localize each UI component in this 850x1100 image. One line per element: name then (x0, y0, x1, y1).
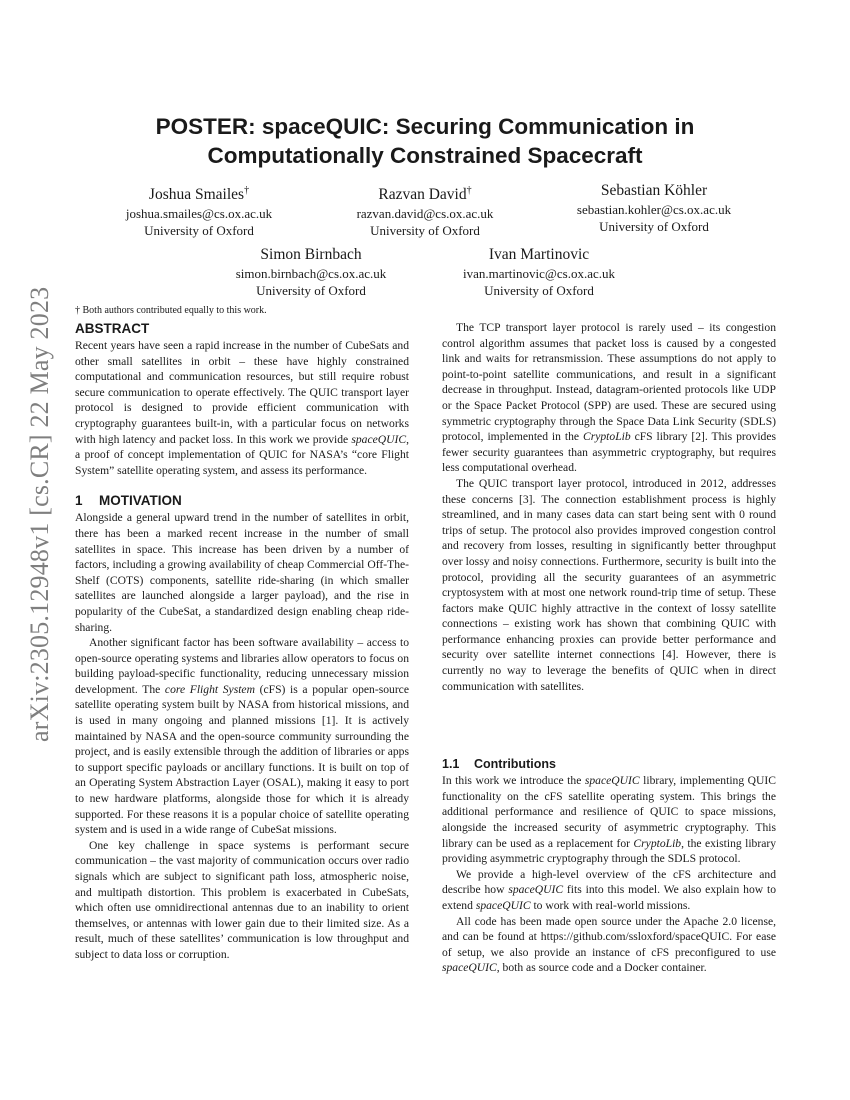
abstract-heading: ABSTRACT (75, 321, 150, 336)
author-block (305, 180, 545, 239)
body-paragraph: All code has been made open source under the Apache 2.0 license, and can be found at https://github.com/ssloxford/spaceQUIC. For ease of setup, we also provide an instance of cFS preconfigured to use spaceQUIC, both as source code and a Docker container. (442, 914, 776, 975)
body-paragraph: Another significant factor has been software availability – access to open-source operating systems and libraries allow operators to focus on building payload-specific functionality, reducing unnecessary mission development. The core Flight System (cFS) is a popular open-source satellite operating system built by NASA from historical missions, and is used in many ongoing and planned missions [1]. It is actively maintained by NASA and the open-source community surrounding the project, and is easily extensible through the addition of libraries or apps to support specific payloads or ancillary functions. It is built on top of an Operating System Abstraction Layer (OSAL), making it easy to port to new hardware platforms, alongside those for which it is already supported. For these reasons it is a popular choice of satellite operating system and is used in a wide range of CubeSat missions. (75, 636, 409, 837)
author-name: Sebastian Köhler (600, 182, 708, 199)
author-email: joshua.smailes@cs.ox.ac.uk (125, 206, 273, 222)
author-name: Joshua Smailes† (148, 185, 250, 204)
author-affiliation: University of Oxford (599, 219, 709, 234)
right-column (442, 320, 776, 976)
author-footnote: † Both authors contributed equally to this work. (75, 305, 267, 316)
author-email: razvan.david@cs.ox.ac.uk (356, 206, 494, 222)
author-name: Razvan David† (378, 185, 472, 204)
author-affiliation: University of Oxford (256, 283, 366, 298)
author-email: simon.birnbach@cs.ox.ac.uk (235, 266, 387, 281)
author-affiliation: University of Oxford (484, 283, 594, 298)
left-column (75, 320, 409, 963)
title-line-1: POSTER: spaceQUIC: Securing Communication in (155, 114, 695, 139)
author-email: ivan.martinovic@cs.ox.ac.uk (462, 266, 616, 281)
title-line-2: Computationally Constrained Spacecraft (207, 143, 643, 168)
section-heading-motivation: 1 MOTIVATION (75, 493, 182, 509)
author-email: sebastian.kohler@cs.ox.ac.uk (576, 202, 732, 217)
body-paragraph: The QUIC transport layer protocol, introduced in 2012, addresses these concerns [3]. The connection establishment process is highly streamlined, and in many cases data can start being sent with 0 round trips of setup. The protocol also provides improved congestion control and recovery from losses, resulting in significantly better throughput over lossy and noisy connections. Furthermore, security is built into the protocol, providing all the security guarantees of an asymmetric cryptosystem with at most one network round-trip time of setup. These factors make QUIC highly attractive in the context of lossy satellite connections – existing work has shown that combining QUIC with performance enhancing proxies can provide better performance and security over satellite internet connections [4]. However, there is currently no way to leverage the benefits of QUIC when in direct communication with satellites. (442, 476, 776, 693)
author-block (191, 244, 431, 299)
abstract-paragraph: Recent years have seen a rapid increase in the number of CubeSats and other small satellites in orbit – these have highly constrained computational and communication resources, but still require robust secure communication to operate effectively. The QUIC transport layer protocol is designed to provide efficient communication with cryptography guarantees built-in, with a particular focus on networks with high latency and packet loss. In this work we provide spaceQUIC, a proof of concept implementation of QUIC for NASA’s “core Flight System” satellite operating system, and assess its performance. (75, 339, 409, 477)
body-paragraph: One key challenge in space systems is performant secure communication – the vast majority of communication occurs over radio signals which are subject to significant path loss, atmospheric noise, and multipath distortion. This problem is exacerbated in CubeSats, which often use omnidirectional antennas due to an inability to orient themselves, or antennas with lower gain due to their limited size. As a result, much of these satellites’ communication is low throughput and subject to data loss or corruption. (75, 838, 409, 961)
author-block (419, 244, 659, 299)
author-block (79, 180, 319, 239)
body-paragraph: We provide a high-level overview of the cFS architecture and describe how spaceQUIC fits into this model. We also explain how to extend spaceQUIC to work with real-world missions. (442, 867, 776, 912)
author-affiliation: University of Oxford (370, 223, 480, 239)
author-block (534, 180, 774, 235)
paper-title (100, 112, 750, 170)
author-name: Ivan Martinovic (488, 246, 590, 263)
equal-contribution-mark: † (244, 185, 250, 196)
body-paragraph: In this work we introduce the spaceQUIC library, implementing QUIC functionality on the cFS satellite operating system. This brings the additional performance and resilience of QUIC to space missions, alongside the increased security of asymmetric cryptography. This library can be used as a replacement for CryptoLib, the existing library providing asymmetric cryptography through the SDLS protocol. (442, 774, 776, 866)
equal-contribution-mark: † (466, 185, 472, 196)
body-paragraph: Alongside a general upward trend in the number of satellites in orbit, there has been a marked recent increase in the number of small satellites in space. This increase has been driven by a number of factors, including a growing availability of cheap Commercial Off-The-Shelf (COTS) components, satellite ride-sharing (in which smaller satellites are launched alongside a larger payload), and the rise in popularity of the CubeSat, a standardized design enabling cheap ride-sharing. (75, 511, 409, 634)
subsection-heading-contributions: 1.1 Contributions (442, 757, 556, 772)
author-name: Simon Birnbach (260, 246, 362, 263)
body-paragraph: The TCP transport layer protocol is rarely used – its congestion control algorithm assumes that packet loss is caused by a congested link and waits for retransmission. These assumptions do not apply to point-to-point satellite communications, and result in a significant decrease in throughput. Instead, datagram-oriented protocols like UDP or the Space Packet Protocol (SPP) are used. These are secured using symmetric cryptography through the Space Data Link Security (SDLS) protocol, implemented in the CryptoLib cFS library [2]. This provides fewer security guarantees than asymmetric cryptography, but requires less computational overhead. (442, 321, 777, 475)
arxiv-stamp: arXiv:2305.12948v1 [cs.CR] 22 May 2023 (25, 286, 54, 742)
author-affiliation: University of Oxford (144, 223, 254, 239)
